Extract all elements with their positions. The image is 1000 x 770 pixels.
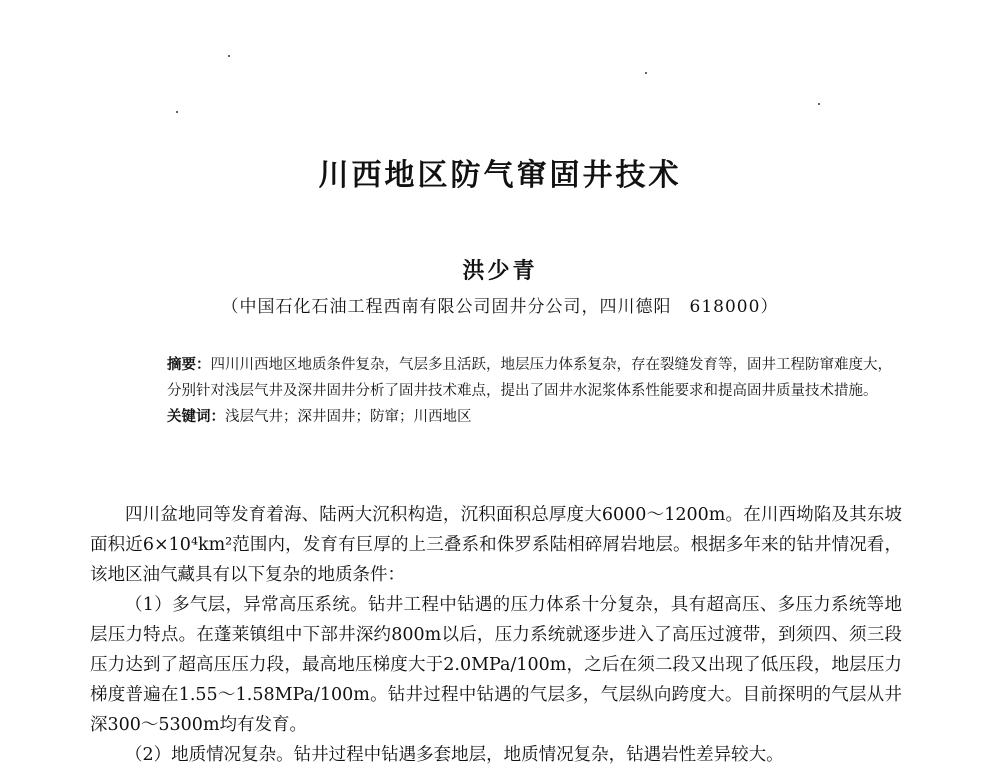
body-text bbox=[90, 500, 902, 765]
body-paragraph-3: （2）地质情况复杂。钻井过程中钻遇多套地层，地质情况复杂，钻遇岩性差异较大。 bbox=[125, 745, 784, 765]
keywords-text: 浅层气井；深井固井；防窜；川西地区 bbox=[225, 409, 472, 425]
author-name: 洪少青 bbox=[462, 258, 538, 284]
scan-speck bbox=[645, 72, 647, 74]
body-paragraph-2: （1）多气层，异常高压系统。钻井工程中钻遇的压力体系十分复杂，具有超高压、多压力系统等地层压力特点。在蓬莱镇组中下部井深约800m以后，压力系统就逐步进入了高压过渡带，到须四、须三段压力达到了超高压压力段，最高地压梯度大于2.0MPa/100m，之后在须二段又出现了低压段，地层压力梯度普遍在1.55～1.58MPa/100m。钻井过程中钻遇的气层多，气层纵向跨度大。目前探明的气层从井深300～5300m均有发育。 bbox=[90, 595, 902, 735]
abstract-block bbox=[133, 352, 893, 430]
keywords-label: 关键词： bbox=[167, 408, 225, 425]
abstract-label: 摘要： bbox=[167, 356, 211, 373]
paper-title: 川西地区防气窜固井技术 bbox=[318, 158, 682, 193]
body-paragraph-1: 四川盆地同等发育着海、陆两大沉积构造，沉积面积总厚度大6000～1200m。在川西坳陷及其东坡面积近6×10⁴km²范围内，发育有巨厚的上三叠系和侏罗系陆相碎屑岩地层。根据多年来的钻井情况看，该地区油气藏具有以下复杂的地质条件： bbox=[90, 505, 902, 585]
scan-speck bbox=[228, 55, 230, 57]
scan-speck bbox=[176, 111, 178, 113]
abstract-paragraph bbox=[133, 352, 893, 404]
scan-speck bbox=[818, 103, 820, 105]
keywords-paragraph bbox=[133, 404, 893, 430]
author-affiliation: （中国石化石油工程西南有限公司固井分公司，四川德阳 618000） bbox=[221, 297, 779, 317]
abstract-text: 四川川西地区地质条件复杂，气层多且活跃，地层压力体系复杂，存在裂缝发育等，固井工程防窜难度大，分别针对浅层气井及深井固井分析了固井技术难点，提出了固井水泥浆体系性能要求和提高固井质量技术措施。 bbox=[167, 357, 892, 399]
